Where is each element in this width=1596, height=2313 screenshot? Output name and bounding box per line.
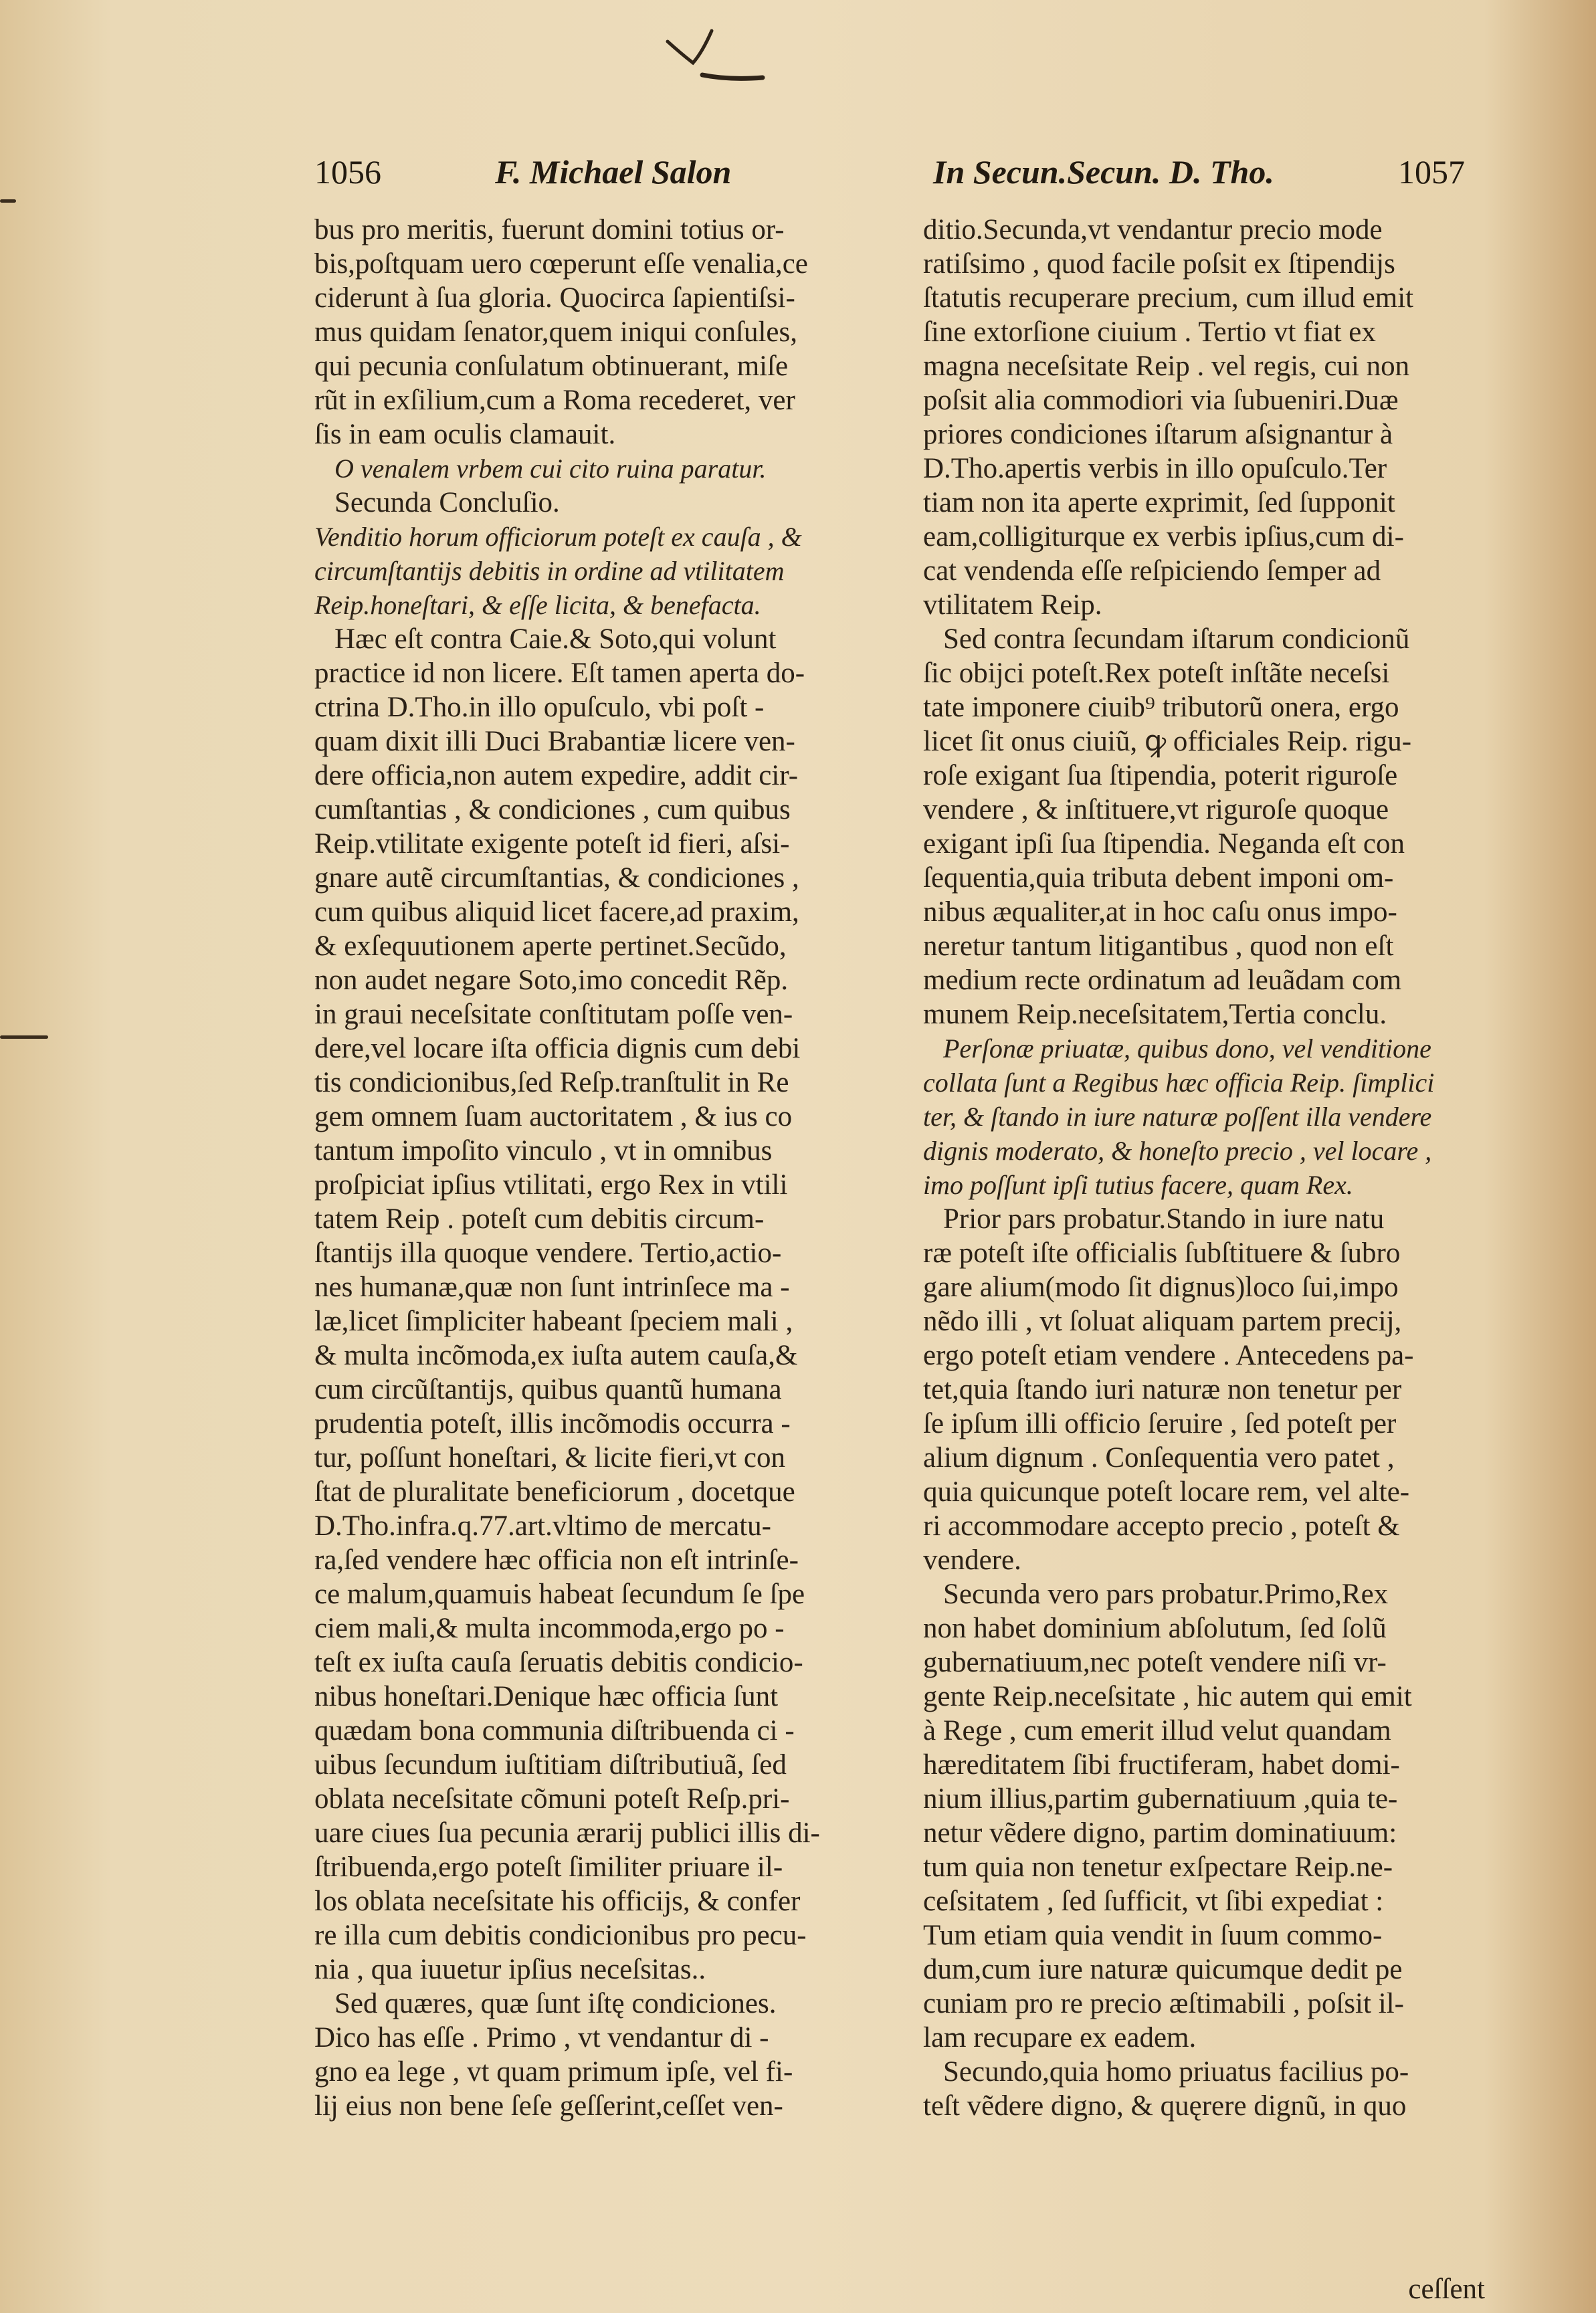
page-number-left: 1056: [314, 153, 381, 191]
text-line: quædam bona communia diſtribuenda ci -: [314, 1715, 795, 1746]
text-line: gnare autẽ circumſtantias, & condiciones ,: [314, 862, 799, 894]
text-line: Tum etiam quia vendit in ſuum commo-: [923, 1920, 1383, 1951]
text-line: licet ſit onus ciuiũ, ꝙ officiales Reip. rigu-: [923, 726, 1412, 757]
text-line: qui pecunia conſulatum obtinuerant, miſe: [314, 350, 789, 382]
text-line: Sed quæres, quæ ſunt iſtę condiciones.: [334, 1988, 777, 2019]
running-title-right: In Secun.Secun. D. Tho.: [933, 153, 1274, 191]
text-line: non audet negare Soto,imo concedit Rẽp.: [314, 965, 789, 996]
text-line: collata ſunt a Regibus hæc officia Reip. ſimplici: [923, 1068, 1435, 1098]
text-line: circumſtantijs debitis in ordine ad vtilitatem: [314, 556, 785, 586]
text-line: gare alium(modo ſit dignus)loco ſui,impo: [923, 1272, 1399, 1303]
text-line: ri accommodare accepto precio , poteſt &: [923, 1510, 1400, 1542]
text-line: ceſsitatem , ſed ſufficit, vt ſibi expediat :: [923, 1886, 1384, 1917]
text-line: D.Tho.apertis verbis in illo opuſculo.Ter: [923, 453, 1387, 484]
text-line: ſic obijci poteſt.Rex poteſt inſtãte neceſsi: [923, 658, 1390, 689]
text-line: nẽdo illi , vt ſoluat aliquam partem precij,: [923, 1306, 1402, 1337]
text-line: ſtantijs illa quoque vendere. Tertio,actio-: [314, 1237, 782, 1269]
text-line: gno ea lege , vt quam primum ipſe, vel fi-: [314, 2056, 793, 2088]
text-line: vtilitatem Reip.: [923, 589, 1102, 621]
text-line: ſtat de pluralitate beneficiorum , docetque: [314, 1476, 795, 1508]
text-line: ræ poteſt iſte officialis ſubſtituere & ſubro: [923, 1237, 1401, 1269]
text-line: imo poſſunt ipſi tutius facere, quam Rex.: [923, 1170, 1353, 1200]
text-line: Secunda vero pars probatur.Primo,Rex: [943, 1579, 1389, 1610]
text-line: bus pro meritis, fuerunt domini totius or-: [314, 214, 785, 245]
text-line: quia quicunque poteſt locare rem, vel alte-: [923, 1476, 1410, 1508]
text-line: eam,colligiturque ex verbis ipſius,cum di-: [923, 521, 1404, 552]
text-line: quam dixit illi Duci Brabantiæ licere ven-: [314, 726, 795, 757]
text-line: dere officia,non autem expedire, addit cir-: [314, 760, 799, 791]
text-line: Reip.vtilitate exigente poteſt id fieri, aſsi-: [314, 828, 790, 860]
text-line: O venalem vrbem cui cito ruina paratur.: [334, 454, 767, 484]
text-line: tatem Reip . poteſt cum debitis circum-: [314, 1203, 765, 1235]
text-line: dignis moderato, & honeſto precio , vel locare ,: [923, 1136, 1432, 1166]
text-line: los oblata neceſsitate his officijs, & confer: [314, 1886, 801, 1917]
text-line: rũt in exſilium,cum a Roma recederet, ver: [314, 385, 795, 416]
text-line: neretur tantum litigantibus , quod non eſt: [923, 930, 1394, 962]
text-line: tet,quia ſtando iuri naturæ non tenetur per: [923, 1374, 1402, 1405]
text-line: proſpiciat ipſius vtilitati, ergo Rex in vtili: [314, 1169, 788, 1201]
left-text-column: [314, 213, 870, 2273]
text-line: ditio.Secunda,vt vendantur precio mode: [923, 214, 1383, 245]
text-line: lam recupare ex eadem.: [923, 2022, 1197, 2053]
text-line: ſis in eam oculis clamauit.: [314, 419, 616, 450]
text-line: Reip.honeſtari, & eſſe licita, & benefacta.: [314, 590, 761, 620]
text-line: cat vendenda eſſe reſpiciendo ſemper ad: [923, 555, 1381, 587]
text-line: cuniam pro re precio æſtimabili , poſsit il-: [923, 1988, 1404, 2019]
text-line: priores condiciones iſtarum aſsignantur à: [923, 419, 1393, 450]
text-line: netur vẽdere digno, partim dominatiuum:: [923, 1817, 1397, 1849]
text-line: vendere , & inſtituere,vt riguroſe quoque: [923, 794, 1389, 825]
text-line: ter, & ſtando in iure naturæ poſſent illa vendere: [923, 1102, 1432, 1132]
text-line: lij eius non bene ſeſe geſſerint,ceſſet ven-: [314, 2090, 783, 2122]
text-line: vendere.: [923, 1544, 1021, 1576]
text-line: ſtribuenda,ergo poteſt ſimiliter priuare il-: [314, 1851, 783, 1883]
text-line: prudentia poteſt, illis incõmodis occurra -: [314, 1408, 791, 1439]
text-line: & multa incõmoda,ex iuſta autem cauſa,&: [314, 1340, 798, 1371]
text-line: exigant ipſi ſua ſtipendia. Neganda eſt con: [923, 828, 1405, 860]
text-line: à Rege , cum emerit illud velut quandam: [923, 1715, 1391, 1746]
text-line: gente Reip.neceſsitate , hic autem qui emit: [923, 1681, 1412, 1712]
text-line: nibus honeſtari.Denique hæc officia ſunt: [314, 1681, 779, 1712]
text-line: tur, poſſunt honeſtari, & licite fieri,vt con: [314, 1442, 786, 1474]
text-line: ſequentia,quia tributa debent imponi om-: [923, 862, 1394, 894]
text-line: cum circũſtantijs, quibus quantũ humana: [314, 1374, 782, 1405]
text-line: ergo poteſt etiam vendere . Antecedens pa-: [923, 1340, 1414, 1371]
text-line: nia , qua iuuetur ipſius neceſsitas..: [314, 1954, 706, 1985]
text-line: bis,poſtquam uero cœperunt eſſe venalia,ce: [314, 248, 808, 280]
text-line: Venditio horum officiorum poteſt ex cauſa , &: [314, 522, 802, 552]
text-line: Sed contra ſecundam iſtarum condicionũ: [943, 623, 1410, 655]
ink-check-mark: [662, 27, 769, 87]
text-line: oblata neceſsitate cõmuni poteſt Reſp.pri-: [314, 1783, 790, 1815]
page-number-right: 1057: [1398, 153, 1465, 191]
text-line: tum quia non tenetur exſpectare Reip.ne-: [923, 1851, 1393, 1883]
text-line: teſt vẽdere digno, & quęrere dignũ, in quo: [923, 2090, 1407, 2122]
text-line: Hæc eſt contra Caie.& Soto,qui volunt: [334, 623, 777, 655]
text-line: cum quibus aliquid licet facere,ad praxim,: [314, 896, 799, 928]
margin-ink-mark-mid: [0, 1035, 48, 1039]
text-line: uibus ſecundum iuſtitiam diſtributiuã, ſed: [314, 1749, 787, 1781]
text-line: ſine extorſione ciuium . Tertio vt fiat ex: [923, 316, 1376, 348]
text-line: nium illius,partim gubernatiuum ,quia te-: [923, 1783, 1398, 1815]
text-line: Prior pars probatur.Stando in iure natu: [943, 1203, 1385, 1235]
text-line: nibus æqualiter,at in hoc caſu onus impo-: [923, 896, 1397, 928]
text-line: cumſtantias , & condiciones , cum quibus: [314, 794, 791, 825]
text-line: tiam non ita aperte exprimit, ſed ſupponit: [923, 487, 1395, 518]
text-line: practice id non licere. Eſt tamen aperta do-: [314, 658, 805, 689]
text-line: Perſonæ priuatæ, quibus dono, vel venditione: [943, 1033, 1431, 1064]
text-line: ciderunt à ſua gloria. Quocirca ſapientiſsi-: [314, 282, 795, 314]
text-line: D.Tho.infra.q.77.art.vltimo de mercatu-: [314, 1510, 772, 1542]
text-line: ſe ipſum illi officio ſeruire , ſed poteſt per: [923, 1408, 1397, 1439]
text-line: ra,ſed vendere hæc officia non eſt intrinſe-: [314, 1544, 799, 1576]
text-line: Dico has eſſe . Primo , vt vendantur di -: [314, 2022, 769, 2053]
text-line: medium recte ordinatum ad leuãdam com: [923, 965, 1402, 996]
text-line: teſt ex iuſta cauſa ſeruatis debitis condicio-: [314, 1647, 803, 1678]
text-line: ratiſsimo , quod facile poſsit ex ſtipendijs: [923, 248, 1395, 280]
margin-ink-mark-top: [0, 199, 16, 203]
text-line: gem omnem ſuam auctoritatem , & ius co: [314, 1101, 793, 1132]
text-line: hæreditatem ſibi fructiferam, habet domi-: [923, 1749, 1400, 1781]
text-line: læ,licet ſimpliciter habeant ſpeciem mali ,: [314, 1306, 793, 1337]
text-line: gubernatiuum,nec poteſt vendere niſi vr-: [923, 1647, 1387, 1678]
running-header: [314, 153, 1465, 206]
text-line: alium dignum . Conſequentia vero patet ,: [923, 1442, 1395, 1474]
text-line: Secunda Concluſio.: [334, 487, 560, 518]
running-title-left: F. Michael Salon: [495, 153, 732, 191]
text-line: non habet dominium abſolutum, ſed ſolũ: [923, 1613, 1387, 1644]
text-line: re illa cum debitis condicionibus pro pecu-: [314, 1920, 807, 1951]
text-line: magna neceſsitate Reip . vel regis, cui non: [923, 350, 1410, 382]
text-line: mus quidam ſenator,quem iniqui conſules,: [314, 316, 797, 348]
text-line: dere,vel locare iſta officia dignis cum debi: [314, 1033, 801, 1064]
text-line: poſsit alia commodiori via ſubueniri.Duæ: [923, 385, 1399, 416]
text-line: Secundo,quia homo priuatus facilius po-: [943, 2056, 1409, 2088]
catchword: ceſſent: [1408, 2274, 1485, 2305]
text-line: tantum impoſito vinculo , vt in omnibus: [314, 1135, 773, 1167]
text-line: in graui neceſsitate conſtitutam poſſe ven-: [314, 999, 793, 1030]
text-line: tate imponere ciuib⁹ tributorũ onera, ergo: [923, 692, 1399, 723]
text-line: tis condicionibus,ſed Reſp.tranſtulit in Re: [314, 1067, 789, 1098]
right-text-column: [923, 213, 1465, 2273]
text-line: ce malum,quamuis habeat ſecundum ſe ſpe: [314, 1579, 805, 1610]
text-line: munem Reip.neceſsitatem,Tertia conclu.: [923, 999, 1387, 1030]
text-line: ciem mali,& multa incommoda,ergo po -: [314, 1613, 785, 1644]
text-line: uare ciues ſua pecunia ærarij publici illis di-: [314, 1817, 820, 1849]
text-line: ctrina D.Tho.in illo opuſculo, vbi poſt -: [314, 692, 765, 723]
text-line: roſe exigant ſua ſtipendia, poterit riguroſe: [923, 760, 1398, 791]
text-line: dum,cum iure naturæ quicumque dedit pe: [923, 1954, 1403, 1985]
text-line: nes humanæ,quæ non ſunt intrinſece ma -: [314, 1272, 790, 1303]
text-line: & exſequutionem aperte pertinet.Secũdo,: [314, 930, 787, 962]
text-line: ſtatutis recuperare precium, cum illud emit: [923, 282, 1414, 314]
